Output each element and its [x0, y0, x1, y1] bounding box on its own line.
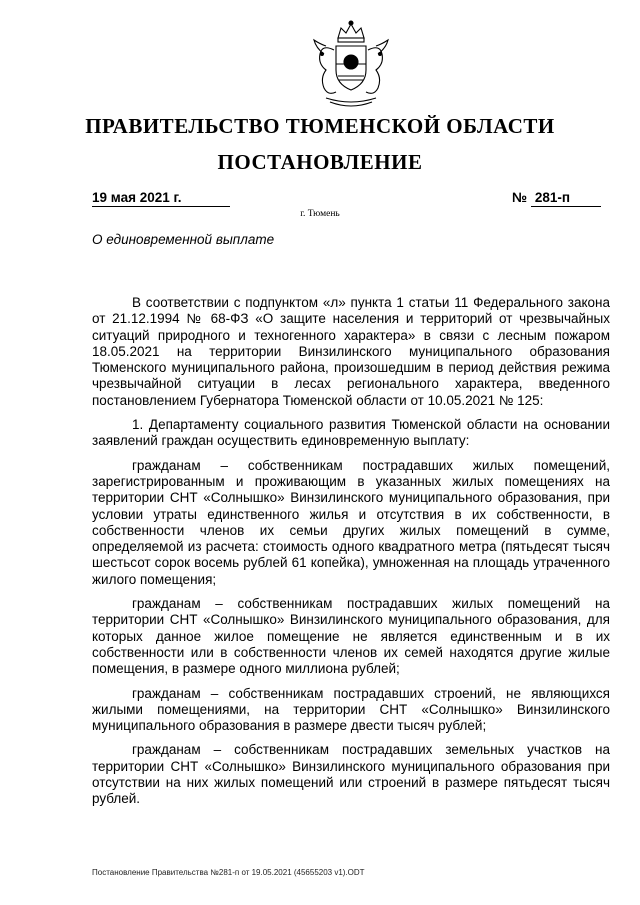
- payment-item-paragraph: гражданам – собственникам пострадавших строений, не являющихся жилыми помещениями, на территории СНТ «Солнышко» Винзилинского муниципального образования в размере двести тысяч рублей;: [92, 685, 610, 734]
- clause-1-paragraph: 1. Департаменту социального развития Тюменской области на основании заявлений граждан осуществить единовременную выплату:: [92, 417, 610, 449]
- document-subject: О единовременной выплате: [92, 232, 275, 247]
- government-title: ПРАВИТЕЛЬСТВО ТЮМЕНСКОЙ ОБЛАСТИ: [85, 114, 555, 138]
- number-sign: №: [512, 190, 528, 205]
- page-footer: Постановление Правительства №281-п от 19.05.2021 (45655203 v1).ODT: [92, 868, 365, 877]
- document-number: [512, 190, 604, 207]
- preamble-paragraph: В соответствии с подпунктом «л» пункта 1 статьи 11 Федерального закона от 21.12.1994 № 68-ФЗ «О защите населения и территорий от чрезвычайных ситуаций природного и техногенного характера» в связи с лесным пожаром 18.05.2021 на территории Винзилинского муниципального образования Тюменского муниципального района, произошедшим в период действия режима чрезвычайной ситуации в лесах регионального характера, введенного постановлением Губернатора Тюменской области от 10.05.2021 № 125:: [92, 295, 610, 408]
- payment-item-paragraph: гражданам – собственникам пострадавших земельных участков на территории СНТ «Солнышко» Винзилинского муниципального образования при отсутствии на них жилых помещений или строений в размере пятьдесят тысяч рублей.: [92, 742, 610, 807]
- coat-of-arms-icon: [308, 18, 394, 110]
- city: г. Тюмень: [300, 209, 340, 219]
- document-type: ПОСТАНОВЛЕНИЕ: [217, 150, 423, 174]
- document-date: 19 мая 2021 г.: [92, 190, 230, 207]
- document-body: [92, 295, 610, 816]
- number-value: 281-п: [531, 190, 601, 207]
- payment-item-paragraph: гражданам – собственникам пострадавших жилых помещений на территории СНТ «Солнышко» Винзилинского муниципального образования, для которых данное жилое помещение не является единственным и в их собственности или в собственности членов их семей находятся другие жилые помещения, в размере одного миллиона рублей;: [92, 596, 610, 677]
- payment-item-paragraph: гражданам – собственникам пострадавших жилых помещений, зарегистрированным и проживающим в указанных жилых помещениях на территории СНТ «Солнышко» Винзилинского муниципального образования, при условии утраты единственного жилья и отсутствия в их собственности, в собственности членов их семьи других жилых помещений в сумме, определяемой из расчета: стоимость одного квадратного метра (пятьдесят тысяч шестьсот сорок восемь рублей 61 копейка), умноженная на площадь утраченного жилого помещения;: [92, 457, 610, 587]
